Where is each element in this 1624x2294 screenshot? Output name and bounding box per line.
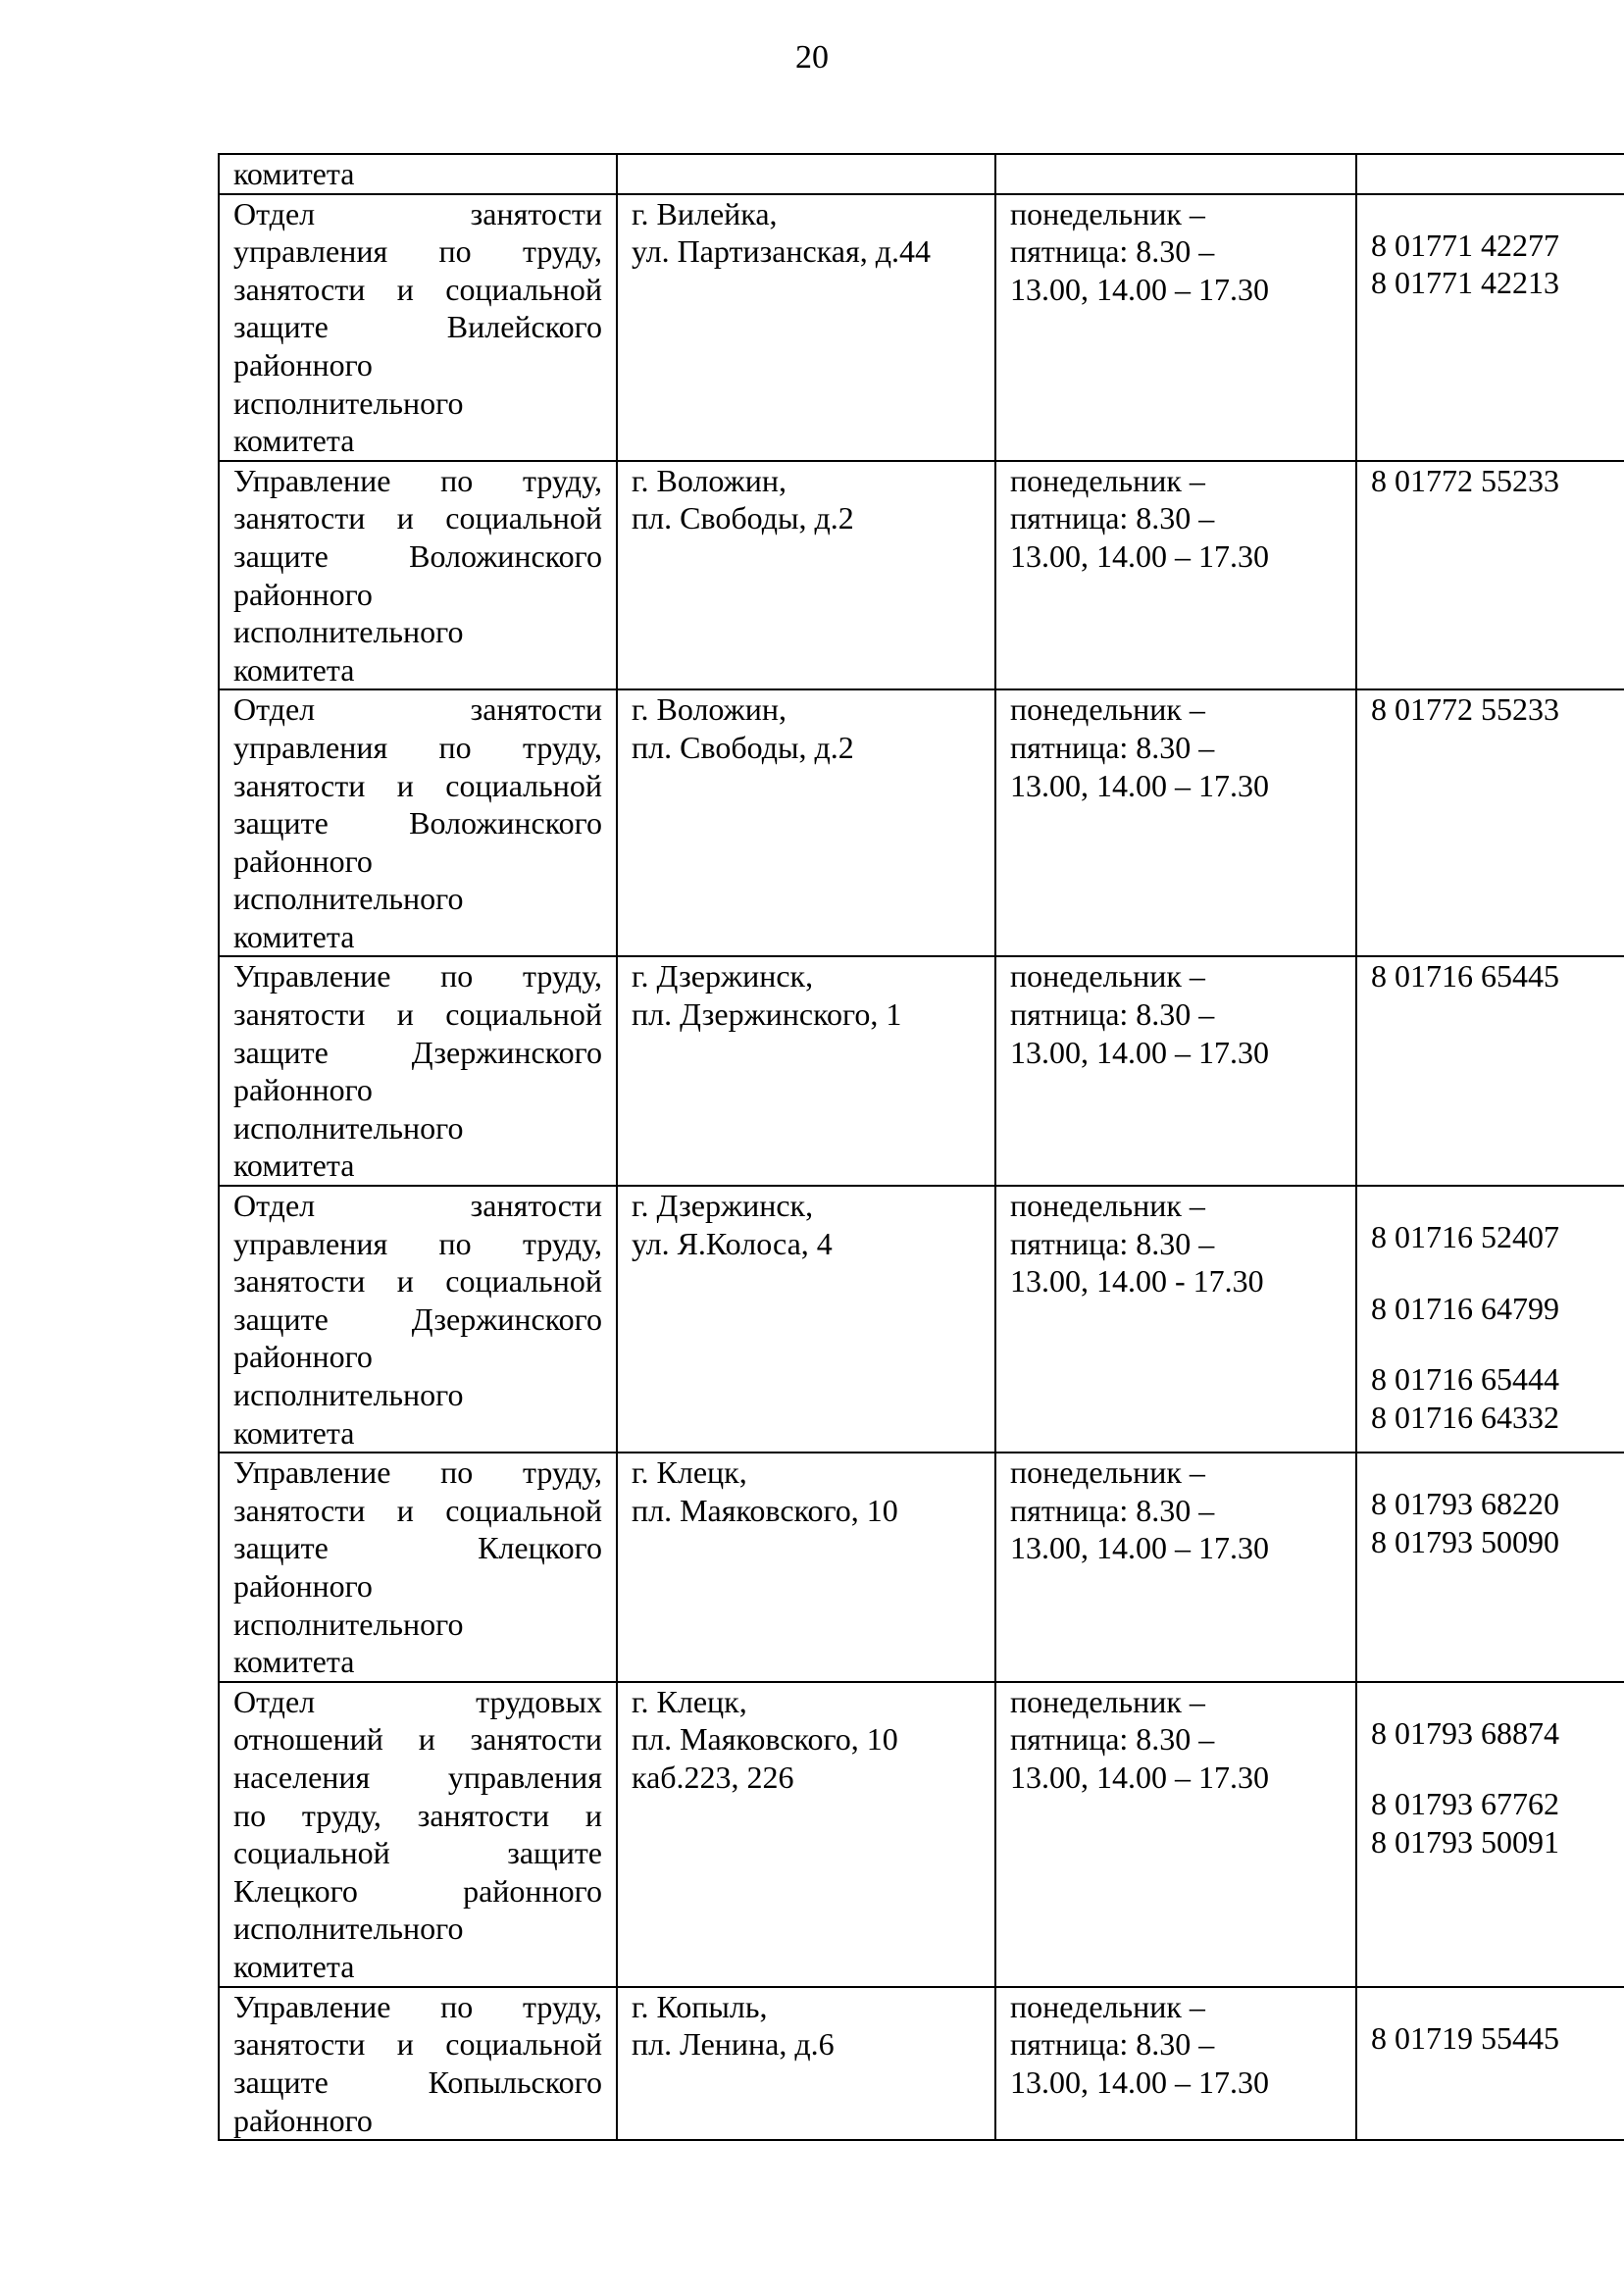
organization-word: населения bbox=[233, 1759, 371, 1795]
organization-line bbox=[233, 1529, 602, 1567]
hours-line: понедельник – bbox=[1010, 1683, 1205, 1719]
phone-cell bbox=[1356, 1987, 1624, 2140]
organization-line bbox=[233, 957, 602, 995]
address-line: г. Дзержинск, bbox=[632, 1188, 814, 1224]
hours-line: понедельник – bbox=[1010, 462, 1205, 498]
phone-list bbox=[1371, 1453, 1624, 1560]
organization-line bbox=[233, 1872, 602, 1911]
phone-number: 8 01716 65445 bbox=[1371, 958, 1559, 994]
phone-number: 8 01771 42277 bbox=[1371, 227, 1559, 263]
hours-cell bbox=[995, 1987, 1356, 2140]
phone-cell bbox=[1356, 194, 1624, 461]
address-cell bbox=[617, 1186, 995, 1453]
organization-line: комитета bbox=[233, 156, 355, 191]
organization-word: Отдел bbox=[233, 691, 316, 728]
hours-line: 13.00, 14.00 – 17.30 bbox=[1010, 1034, 1269, 1070]
organization-line bbox=[233, 2025, 602, 2064]
address-cell bbox=[617, 461, 995, 690]
organization-word: социальной bbox=[445, 500, 602, 536]
organization-line bbox=[233, 767, 602, 805]
organization-word: занятости bbox=[233, 996, 366, 1033]
contacts-table bbox=[218, 153, 1624, 2141]
hours-line: понедельник – bbox=[1010, 1188, 1205, 1224]
hours-cell bbox=[995, 194, 1356, 461]
organization-word: социальной bbox=[445, 767, 602, 803]
address-line: г. Воложин, bbox=[632, 691, 787, 728]
organization-cell bbox=[219, 1186, 617, 1453]
phone-list bbox=[1371, 1988, 1624, 2058]
organization-line: исполнительного bbox=[233, 1911, 464, 1947]
organization-word: Клецкого bbox=[478, 1530, 602, 1566]
address-line: пл. Свободы, д.2 bbox=[632, 500, 854, 536]
organization-word: по bbox=[438, 233, 472, 270]
phone-cell bbox=[1356, 1682, 1624, 1987]
organization-cell bbox=[219, 1682, 617, 1987]
hours-line: 13.00, 14.00 - 17.30 bbox=[1010, 1263, 1264, 1300]
organization-word: Отдел bbox=[233, 195, 316, 231]
organization-line: комитета bbox=[233, 1948, 355, 1984]
organization-word: трудовых bbox=[476, 1683, 602, 1719]
organization-line bbox=[233, 1759, 602, 1797]
organization-word: районного bbox=[463, 1872, 602, 1909]
organization-line: комитета bbox=[233, 1147, 355, 1184]
organization-line bbox=[233, 232, 602, 271]
address-cell bbox=[617, 154, 995, 194]
hours-line: пятница: 8.30 – bbox=[1010, 233, 1215, 270]
organization-line bbox=[233, 1720, 602, 1759]
phone-cell bbox=[1356, 1186, 1624, 1453]
hours-cell bbox=[995, 1453, 1356, 1682]
organization-word: и bbox=[418, 1721, 435, 1758]
organization-word: труду, bbox=[522, 1988, 602, 2024]
hours-line: пятница: 8.30 – bbox=[1010, 996, 1215, 1033]
address-line: пл. Свободы, д.2 bbox=[632, 729, 854, 765]
organization-word: управления bbox=[233, 233, 388, 270]
organization-line: комитета bbox=[233, 918, 355, 954]
phone-list bbox=[1371, 690, 1624, 729]
organization-word: социальной bbox=[445, 1263, 602, 1300]
organization-line: исполнительного bbox=[233, 614, 464, 650]
address-line: пл. Маяковского, 10 bbox=[632, 1721, 898, 1758]
organization-line bbox=[233, 1453, 602, 1492]
organization-word: занятости bbox=[233, 271, 366, 307]
table-row bbox=[219, 689, 1624, 956]
organization-word: занятости bbox=[417, 1797, 550, 1833]
organization-word: и bbox=[396, 767, 414, 803]
hours-line: 13.00, 14.00 – 17.30 bbox=[1010, 1759, 1269, 1795]
organization-line bbox=[233, 1187, 602, 1225]
organization-word: занятости bbox=[233, 2026, 366, 2063]
organization-line bbox=[233, 1262, 602, 1300]
organization-word: труду, bbox=[522, 233, 602, 270]
organization-word: Управление bbox=[233, 1988, 391, 2024]
hours-line: пятница: 8.30 – bbox=[1010, 1721, 1215, 1758]
organization-word: Отдел bbox=[233, 1188, 316, 1224]
organization-word: управления bbox=[233, 729, 388, 765]
organization-word: по bbox=[440, 958, 474, 994]
phone-number: 8 01793 68220 bbox=[1371, 1486, 1559, 1522]
address-line: г. Дзержинск, bbox=[632, 958, 814, 994]
organization-cell bbox=[219, 956, 617, 1186]
hours-line: пятница: 8.30 – bbox=[1010, 1225, 1215, 1261]
organization-line: районного bbox=[233, 1339, 373, 1375]
organization-word: труду, bbox=[522, 1454, 602, 1491]
hours-line: понедельник – bbox=[1010, 691, 1205, 728]
organization-word: труду, bbox=[522, 958, 602, 994]
organization-word: занятости bbox=[233, 1263, 366, 1300]
table-row bbox=[219, 956, 1624, 1186]
organization-word: Вилейского bbox=[446, 309, 602, 345]
phone-cell bbox=[1356, 154, 1624, 194]
organization-line: комитета bbox=[233, 1414, 355, 1451]
organization-line bbox=[233, 1988, 602, 2026]
phone-number: 8 01716 64799 bbox=[1371, 1290, 1559, 1326]
phone-list bbox=[1371, 1683, 1624, 1861]
hours-line: 13.00, 14.00 – 17.30 bbox=[1010, 767, 1269, 803]
organization-word: труду, bbox=[522, 1225, 602, 1261]
organization-line bbox=[233, 1300, 602, 1339]
phone-number: 8 01771 42213 bbox=[1371, 265, 1559, 301]
organization-line bbox=[233, 462, 602, 500]
address-line: пл. Маяковского, 10 bbox=[632, 1492, 898, 1528]
phone-cell bbox=[1356, 689, 1624, 956]
phone-list bbox=[1371, 1187, 1624, 1436]
organization-word: Управление bbox=[233, 462, 391, 498]
organization-word: и bbox=[396, 996, 414, 1033]
organization-line bbox=[233, 729, 602, 767]
organization-line: районного bbox=[233, 1567, 373, 1604]
organization-line: исполнительного bbox=[233, 881, 464, 917]
organization-line bbox=[233, 308, 602, 346]
phone-spacer bbox=[1371, 1327, 1624, 1360]
organization-word: и bbox=[396, 1263, 414, 1300]
phone-cell bbox=[1356, 956, 1624, 1186]
organization-word: Управление bbox=[233, 1454, 391, 1491]
organization-word: занятости bbox=[470, 1721, 602, 1758]
hours-cell bbox=[995, 1682, 1356, 1987]
organization-word: занятости bbox=[233, 500, 366, 536]
organization-line bbox=[233, 499, 602, 537]
organization-word: управления bbox=[233, 1225, 388, 1261]
phone-list bbox=[1371, 155, 1624, 186]
organization-cell bbox=[219, 461, 617, 690]
organization-line: комитета bbox=[233, 423, 355, 459]
hours-cell bbox=[995, 461, 1356, 690]
phone-number: 8 01716 65444 bbox=[1371, 1361, 1559, 1398]
organization-word: занятости bbox=[470, 1188, 602, 1224]
organization-line: районного bbox=[233, 1072, 373, 1108]
organization-word: Дзержинского bbox=[411, 1300, 602, 1337]
organization-line bbox=[233, 690, 602, 729]
organization-line: районного bbox=[233, 842, 373, 879]
address-line: г. Клецк, bbox=[632, 1454, 747, 1491]
phone-number: 8 01716 64332 bbox=[1371, 1399, 1559, 1435]
address-line: г. Воложин, bbox=[632, 462, 787, 498]
address-line: пл. Ленина, д.6 bbox=[632, 2026, 835, 2063]
hours-cell bbox=[995, 1186, 1356, 1453]
table-row bbox=[219, 461, 1624, 690]
organization-line: исполнительного bbox=[233, 1109, 464, 1146]
organization-word: защите bbox=[233, 805, 329, 841]
phone-number: 8 01719 55445 bbox=[1371, 2019, 1559, 2056]
organization-word: социальной bbox=[445, 996, 602, 1033]
organization-word: занятости bbox=[233, 767, 366, 803]
organization-line: районного bbox=[233, 346, 373, 382]
hours-line: 13.00, 14.00 – 17.30 bbox=[1010, 2064, 1269, 2100]
organization-word: по bbox=[440, 462, 474, 498]
address-line: ул. Я.Колоса, 4 bbox=[632, 1225, 833, 1261]
organization-word: и bbox=[396, 2026, 414, 2063]
organization-word: по bbox=[438, 1225, 472, 1261]
address-cell bbox=[617, 1987, 995, 2140]
address-line: г. Копыль, bbox=[632, 1988, 768, 2024]
organization-line: районного bbox=[233, 2102, 373, 2138]
hours-line: понедельник – bbox=[1010, 1988, 1205, 2024]
phone-cell bbox=[1356, 1453, 1624, 1682]
organization-word: и bbox=[396, 271, 414, 307]
organization-line bbox=[233, 2064, 602, 2102]
address-cell bbox=[617, 1453, 995, 1682]
organization-cell bbox=[219, 1987, 617, 2140]
organization-line bbox=[233, 995, 602, 1034]
table-row bbox=[219, 1453, 1624, 1682]
hours-line: 13.00, 14.00 – 17.30 bbox=[1010, 1530, 1269, 1566]
hours-line: пятница: 8.30 – bbox=[1010, 1492, 1215, 1528]
organization-word: занятости bbox=[233, 1492, 366, 1528]
phone-cell bbox=[1356, 461, 1624, 690]
phone-number: 8 01772 55233 bbox=[1371, 691, 1559, 728]
address-line: г. Клецк, bbox=[632, 1683, 747, 1719]
organization-word: и bbox=[396, 500, 414, 536]
organization-line: исполнительного bbox=[233, 1377, 464, 1412]
hours-line: понедельник – bbox=[1010, 1454, 1205, 1491]
address-line: ул. Партизанская, д.44 bbox=[632, 233, 931, 270]
phone-number: 8 01716 52407 bbox=[1371, 1219, 1559, 1255]
address-line: пл. Дзержинского, 1 bbox=[632, 996, 902, 1033]
organization-line bbox=[233, 195, 602, 233]
organization-word: Воложинского bbox=[409, 805, 602, 841]
organization-cell bbox=[219, 154, 617, 194]
organization-cell bbox=[219, 689, 617, 956]
organization-word: по bbox=[440, 1454, 474, 1491]
organization-line bbox=[233, 271, 602, 309]
hours-line: понедельник – bbox=[1010, 958, 1205, 994]
organization-word: Воложинского bbox=[409, 537, 602, 574]
address-cell bbox=[617, 194, 995, 461]
organization-word: и bbox=[584, 1797, 602, 1833]
organization-word: Клецкого bbox=[233, 1872, 358, 1909]
organization-cell bbox=[219, 1453, 617, 1682]
organization-word: по bbox=[440, 1988, 474, 2024]
address-line: г. Вилейка, bbox=[632, 195, 778, 231]
table-row bbox=[219, 1987, 1624, 2140]
table-row bbox=[219, 1186, 1624, 1453]
organization-word: защите bbox=[233, 1530, 329, 1566]
address-cell bbox=[617, 1682, 995, 1987]
organization-cell bbox=[219, 194, 617, 461]
hours-line: 13.00, 14.00 – 17.30 bbox=[1010, 271, 1269, 307]
table-row bbox=[219, 154, 1624, 194]
organization-word: труду, bbox=[522, 462, 602, 498]
organization-word: социальной bbox=[233, 1835, 390, 1871]
organization-word: Дзержинского bbox=[411, 1034, 602, 1070]
organization-word: отношений bbox=[233, 1721, 383, 1758]
organization-line bbox=[233, 1034, 602, 1072]
hours-line: пятница: 8.30 – bbox=[1010, 2026, 1215, 2063]
organization-line: исполнительного bbox=[233, 1606, 464, 1642]
organization-line bbox=[233, 1683, 602, 1721]
phone-number: 8 01793 68874 bbox=[1371, 1714, 1559, 1751]
phone-number: 8 01793 67762 bbox=[1371, 1786, 1559, 1822]
organization-word: Копыльского bbox=[428, 2064, 602, 2100]
hours-line: понедельник – bbox=[1010, 195, 1205, 231]
organization-word: Управление bbox=[233, 958, 391, 994]
phone-list bbox=[1371, 195, 1624, 302]
organization-word: защите bbox=[233, 309, 329, 345]
hours-line: пятница: 8.30 – bbox=[1010, 500, 1215, 536]
organization-line: исполнительного bbox=[233, 384, 464, 421]
address-cell bbox=[617, 956, 995, 1186]
phone-number: 8 01772 55233 bbox=[1371, 462, 1559, 498]
phone-number: 8 01793 50090 bbox=[1371, 1523, 1559, 1559]
organization-word: социальной bbox=[445, 1492, 602, 1528]
organization-line bbox=[233, 1225, 602, 1263]
organization-word: Отдел bbox=[233, 1683, 316, 1719]
organization-line bbox=[233, 1834, 602, 1872]
organization-word: занятости bbox=[470, 691, 602, 728]
organization-line: комитета bbox=[233, 651, 355, 688]
organization-line bbox=[233, 1797, 602, 1835]
organization-word: труду, bbox=[522, 729, 602, 765]
organization-word: защите bbox=[507, 1835, 602, 1871]
address-line: каб.223, 226 bbox=[632, 1759, 794, 1795]
table-row bbox=[219, 1682, 1624, 1987]
organization-line: комитета bbox=[233, 1644, 355, 1680]
organization-word: по bbox=[233, 1797, 267, 1833]
phone-spacer bbox=[1371, 1256, 1624, 1290]
organization-word: защите bbox=[233, 1034, 329, 1070]
organization-line bbox=[233, 804, 602, 842]
phone-spacer bbox=[1371, 1752, 1624, 1785]
hours-cell bbox=[995, 154, 1356, 194]
hours-line: пятница: 8.30 – bbox=[1010, 729, 1215, 765]
phone-list bbox=[1371, 957, 1624, 995]
organization-word: социальной bbox=[445, 271, 602, 307]
organization-line: районного bbox=[233, 576, 373, 612]
hours-line: 13.00, 14.00 – 17.30 bbox=[1010, 537, 1269, 574]
table-row bbox=[219, 194, 1624, 461]
page-number: 20 bbox=[795, 39, 829, 76]
hours-cell bbox=[995, 689, 1356, 956]
organization-word: труду, bbox=[301, 1797, 381, 1833]
organization-word: защите bbox=[233, 537, 329, 574]
organization-word: и bbox=[396, 1492, 414, 1528]
address-cell bbox=[617, 689, 995, 956]
phone-list bbox=[1371, 462, 1624, 500]
organization-word: защите bbox=[233, 1300, 329, 1337]
organization-line bbox=[233, 1492, 602, 1530]
organization-word: социальной bbox=[445, 2026, 602, 2063]
organization-word: управления bbox=[447, 1759, 602, 1795]
hours-cell bbox=[995, 956, 1356, 1186]
organization-word: защите bbox=[233, 2064, 329, 2100]
organization-line bbox=[233, 537, 602, 576]
organization-word: по bbox=[438, 729, 472, 765]
organization-word: занятости bbox=[470, 195, 602, 231]
phone-number: 8 01793 50091 bbox=[1371, 1823, 1559, 1860]
